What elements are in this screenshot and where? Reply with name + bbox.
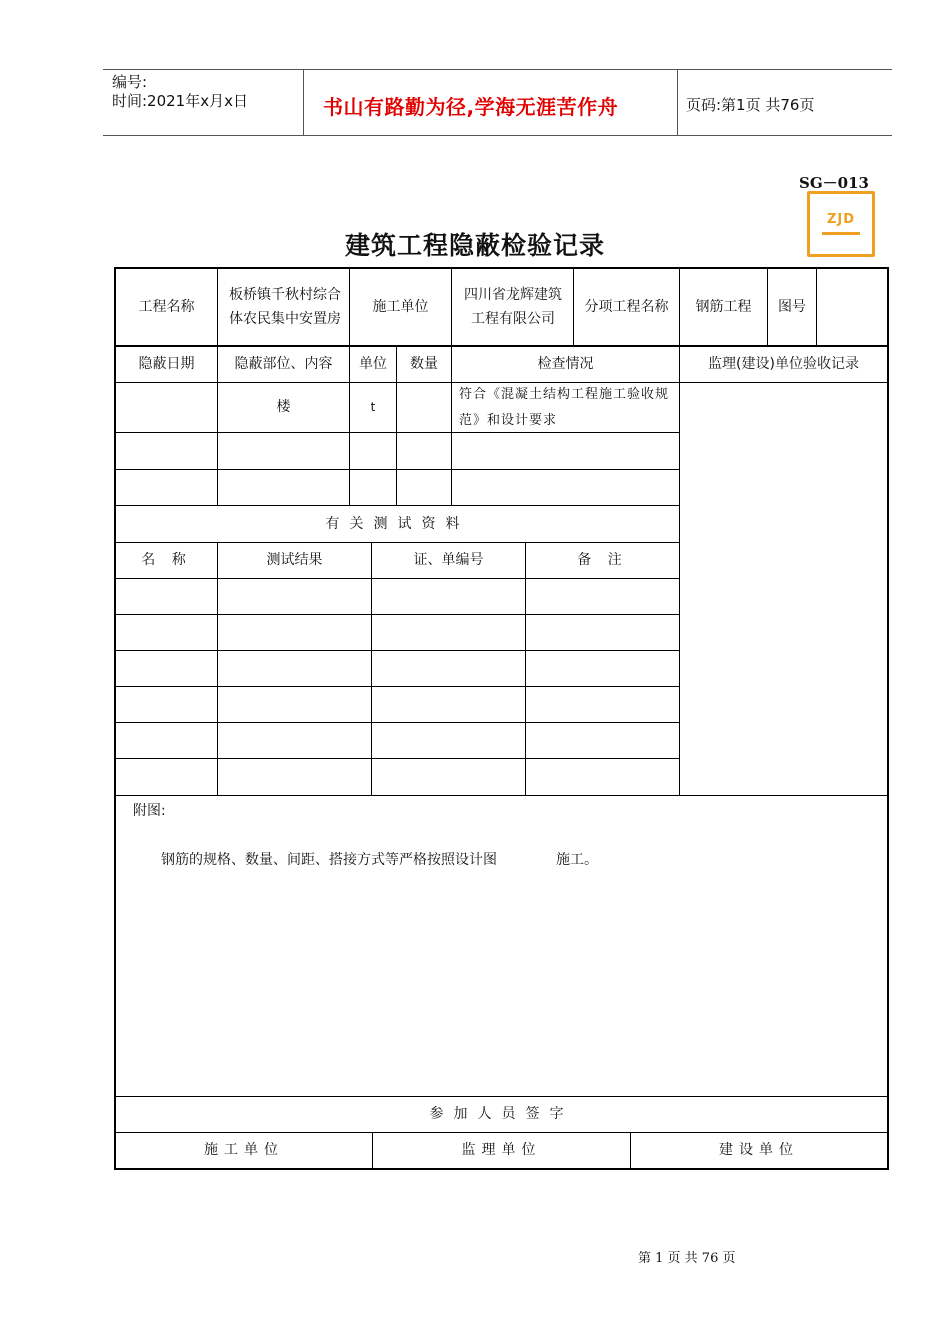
inspection-check-cell: 符合《混凝土结构工程施工验收规范》和设计要求 xyxy=(459,386,670,428)
inspection-date-cell xyxy=(116,383,217,432)
header-divider xyxy=(303,69,304,135)
test-remark-cell xyxy=(526,579,679,614)
page-title: 建筑工程隐蔽检验记录 xyxy=(344,231,605,260)
signature-construction-unit: 施工单位 xyxy=(204,1142,284,1159)
drawing-no-value xyxy=(817,269,887,345)
inspection-quantity-cell xyxy=(397,433,451,469)
test-name-cell xyxy=(116,723,217,758)
header-divider xyxy=(677,69,678,135)
inspection-unit-cell: t xyxy=(370,400,376,414)
header-number-label: 编号: xyxy=(112,73,148,91)
inspection-location-cell xyxy=(218,433,349,469)
signature-supervision-unit: 监理单位 xyxy=(461,1142,542,1159)
inspection-date-cell xyxy=(116,433,217,469)
header-top-rule xyxy=(103,69,892,70)
header-supervision: 监理(建设)单位验收记录 xyxy=(708,356,859,373)
construction-unit-value: 四川省龙辉建筑工程有限公司 xyxy=(464,286,562,327)
test-cert-cell xyxy=(372,615,525,650)
test-remark-cell xyxy=(526,651,679,686)
test-remark-cell xyxy=(526,723,679,758)
drawing-no-label: 图号 xyxy=(778,298,806,315)
test-name-cell xyxy=(116,651,217,686)
test-cert-cell xyxy=(372,759,525,795)
signature-owner-unit: 建设单位 xyxy=(719,1142,799,1159)
header-location: 隐蔽部位、内容 xyxy=(234,356,333,373)
inspection-unit-cell xyxy=(350,433,396,469)
signature-title: 参加人员签字 xyxy=(429,1106,574,1123)
test-name-cell xyxy=(116,759,217,795)
attachment-label: 附图: xyxy=(133,803,166,819)
project-name-value: 板桥镇千秋村综合体农民集中安置房 xyxy=(229,286,341,327)
test-cert-cell xyxy=(372,687,525,722)
header-motto: 书山有路勤为径,学海无涯苦作舟 xyxy=(323,95,619,119)
inspection-quantity-cell xyxy=(397,470,451,505)
inspection-location-cell xyxy=(218,470,349,505)
header-quantity: 数量 xyxy=(410,356,438,373)
test-header-name: 名 称 xyxy=(141,552,192,569)
inspection-date-cell xyxy=(116,470,217,505)
test-cert-cell xyxy=(372,723,525,758)
test-name-cell xyxy=(116,615,217,650)
test-result-cell xyxy=(218,687,371,722)
test-result-cell xyxy=(218,723,371,758)
header-bottom-rule xyxy=(103,135,892,136)
inspection-unit-cell xyxy=(350,470,396,505)
test-result-cell xyxy=(218,615,371,650)
header-date: 隐蔽日期 xyxy=(138,356,195,373)
project-name-label: 工程名称 xyxy=(138,298,195,315)
page-footer: 第 1 页 共 76 页 xyxy=(638,1251,736,1266)
inspection-quantity-cell xyxy=(397,383,451,432)
test-header-cert-no: 证、单编号 xyxy=(413,552,484,569)
test-remark-cell xyxy=(526,759,679,795)
supervision-record-area xyxy=(680,383,887,795)
stamp-text: ZJD xyxy=(826,212,856,227)
test-header-result: 测试结果 xyxy=(266,552,323,569)
sub-project-label: 分项工程名称 xyxy=(584,298,669,315)
attachment-text-end: 施工。 xyxy=(556,852,598,868)
test-name-cell xyxy=(116,687,217,722)
inspection-location-cell: 楼 xyxy=(276,399,291,416)
form-code: SG－013 xyxy=(799,174,869,192)
test-result-cell xyxy=(218,579,371,614)
test-cert-cell xyxy=(372,651,525,686)
test-cert-cell xyxy=(372,579,525,614)
inspection-check-cell xyxy=(452,433,679,469)
attachment-text: 钢筋的规格、数量、间距、搭接方式等严格按照设计图 xyxy=(161,852,497,868)
test-remark-cell xyxy=(526,687,679,722)
header-page-info: 页码:第1页 共76页 xyxy=(686,96,815,114)
sub-project-value: 钢筋工程 xyxy=(695,298,752,315)
test-header-remark: 备 注 xyxy=(577,552,628,569)
inspection-check-cell xyxy=(452,470,679,505)
test-section-title: 有关测试资料 xyxy=(325,515,470,532)
header-unit: 单位 xyxy=(359,356,387,373)
header-check: 检查情况 xyxy=(537,356,594,373)
test-remark-cell xyxy=(526,615,679,650)
test-result-cell xyxy=(218,651,371,686)
construction-unit-label: 施工单位 xyxy=(372,298,429,315)
test-result-cell xyxy=(218,759,371,795)
header-time-label: 时间:2021年x月x日 xyxy=(112,92,248,110)
test-name-cell xyxy=(116,579,217,614)
